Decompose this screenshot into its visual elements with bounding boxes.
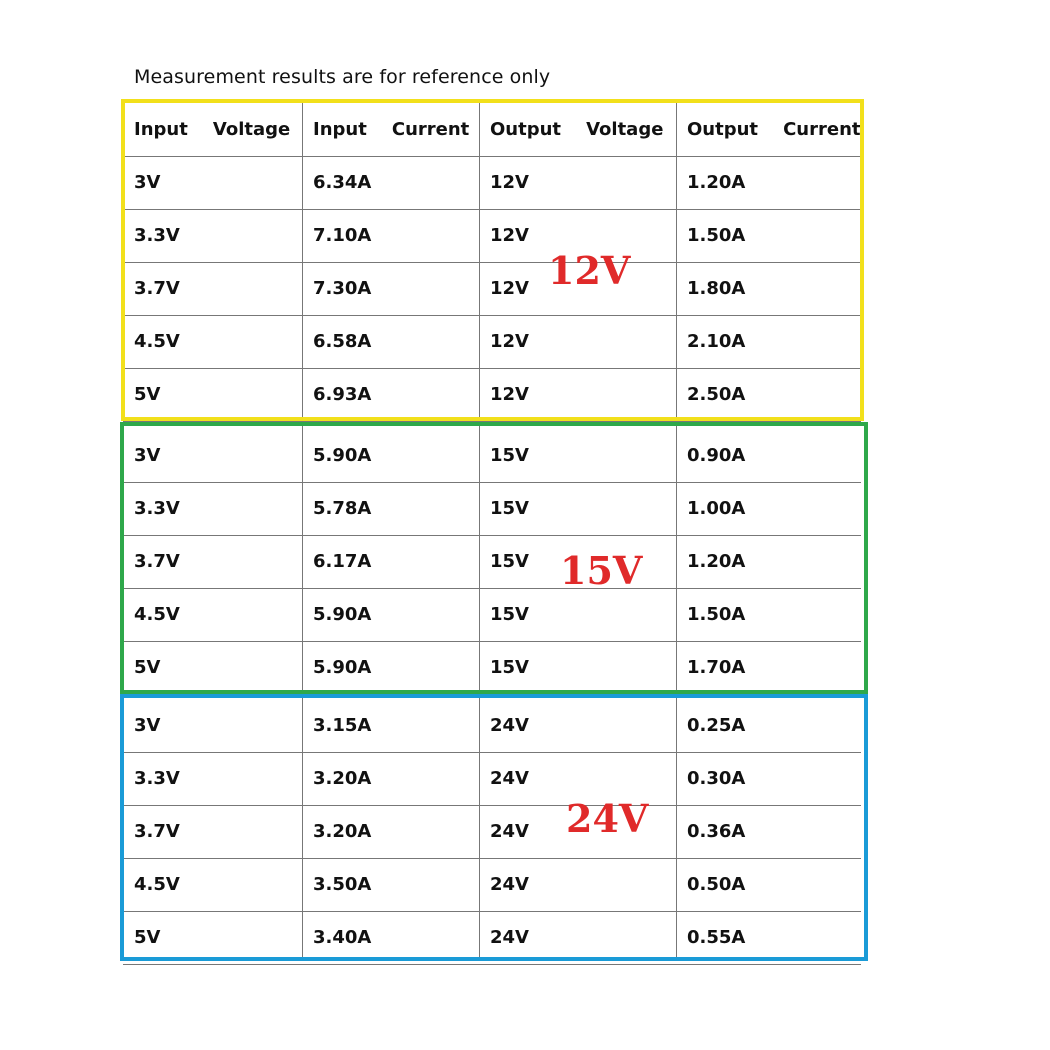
table-row (123, 209, 861, 263)
table-cell: 1.50A (687, 604, 746, 625)
table-cell: 1.70A (687, 657, 746, 678)
table-row (123, 262, 861, 316)
table-cell: 3.7V (134, 278, 180, 299)
table-cell: 3V (134, 715, 161, 736)
table-cell: 1.00A (687, 498, 746, 519)
table-cell: 15V (490, 604, 529, 625)
table-cell: 1.20A (687, 172, 746, 193)
table-cell: 5.90A (313, 604, 372, 625)
table-cell: 2.50A (687, 384, 746, 405)
document-title: Measurement results are for reference only (134, 66, 551, 88)
table-cell: 24V (490, 874, 529, 895)
table-cell: 3.7V (134, 821, 180, 842)
table-cell: 12V (490, 172, 529, 193)
table-row (123, 752, 861, 806)
table-cell: 6.17A (313, 551, 372, 572)
table-row (123, 535, 861, 593)
table-row (123, 156, 861, 210)
group-label-15v: 15V (560, 548, 643, 593)
column-header: Output Current (687, 119, 861, 140)
group-label-12v: 12V (548, 248, 631, 293)
table-cell: 15V (490, 657, 529, 678)
table-row (123, 911, 861, 965)
table-row (123, 641, 861, 695)
group-label-24v: 24V (566, 796, 649, 841)
table-cell: 3.20A (313, 768, 372, 789)
table-cell: 24V (490, 715, 529, 736)
table-cell: 1.50A (687, 225, 746, 246)
table-cell: 24V (490, 821, 529, 842)
table-cell: 24V (490, 927, 529, 948)
table-row (123, 482, 861, 536)
table-cell: 3.3V (134, 225, 180, 246)
table-cell: 3.20A (313, 821, 372, 842)
table-row (123, 699, 861, 753)
table-cell: 3.7V (134, 551, 180, 572)
table-cell: 0.30A (687, 768, 746, 789)
table-cell: 5.78A (313, 498, 372, 519)
table-row (123, 805, 861, 859)
column-header: Output Voltage (490, 119, 664, 140)
table-cell: 6.58A (313, 331, 372, 352)
table-cell: 12V (490, 225, 529, 246)
table-row (123, 588, 861, 642)
table-cell: 24V (490, 768, 529, 789)
table-cell: 5.90A (313, 657, 372, 678)
column-divider (479, 103, 480, 960)
table-cell: 12V (490, 278, 529, 299)
column-header: Input Voltage (134, 119, 291, 140)
table-cell: 5V (134, 927, 161, 948)
table-cell: 5V (134, 657, 161, 678)
table-cell: 0.55A (687, 927, 746, 948)
table-cell: 3.3V (134, 768, 180, 789)
table-row (123, 429, 861, 483)
table-cell: 2.10A (687, 331, 746, 352)
table-cell: 15V (490, 551, 529, 572)
table-cell: 7.30A (313, 278, 372, 299)
column-header: Input Current (313, 119, 470, 140)
table-cell: 0.90A (687, 445, 746, 466)
table-cell: 1.80A (687, 278, 746, 299)
table-cell: 4.5V (134, 604, 180, 625)
table-cell: 3.50A (313, 874, 372, 895)
table-cell: 6.93A (313, 384, 372, 405)
table-cell: 7.10A (313, 225, 372, 246)
table-cell: 0.50A (687, 874, 746, 895)
table-cell: 0.25A (687, 715, 746, 736)
table-cell: 4.5V (134, 331, 180, 352)
table-cell: 4.5V (134, 874, 180, 895)
table-row (123, 858, 861, 912)
table-cell: 3.40A (313, 927, 372, 948)
table-cell: 3.3V (134, 498, 180, 519)
table-cell: 3V (134, 172, 161, 193)
table-cell: 3.15A (313, 715, 372, 736)
table-row (123, 315, 861, 369)
table-cell: 5V (134, 384, 161, 405)
header-row (123, 103, 861, 157)
table-cell: 15V (490, 445, 529, 466)
table-cell: 1.20A (687, 551, 746, 572)
table-cell: 6.34A (313, 172, 372, 193)
table-cell: 3V (134, 445, 161, 466)
column-divider (302, 103, 303, 960)
table-cell: 0.36A (687, 821, 746, 842)
table-cell: 12V (490, 384, 529, 405)
table-cell: 5.90A (313, 445, 372, 466)
table-cell: 15V (490, 498, 529, 519)
table-row (123, 368, 861, 422)
table-cell: 12V (490, 331, 529, 352)
column-divider (676, 103, 677, 960)
